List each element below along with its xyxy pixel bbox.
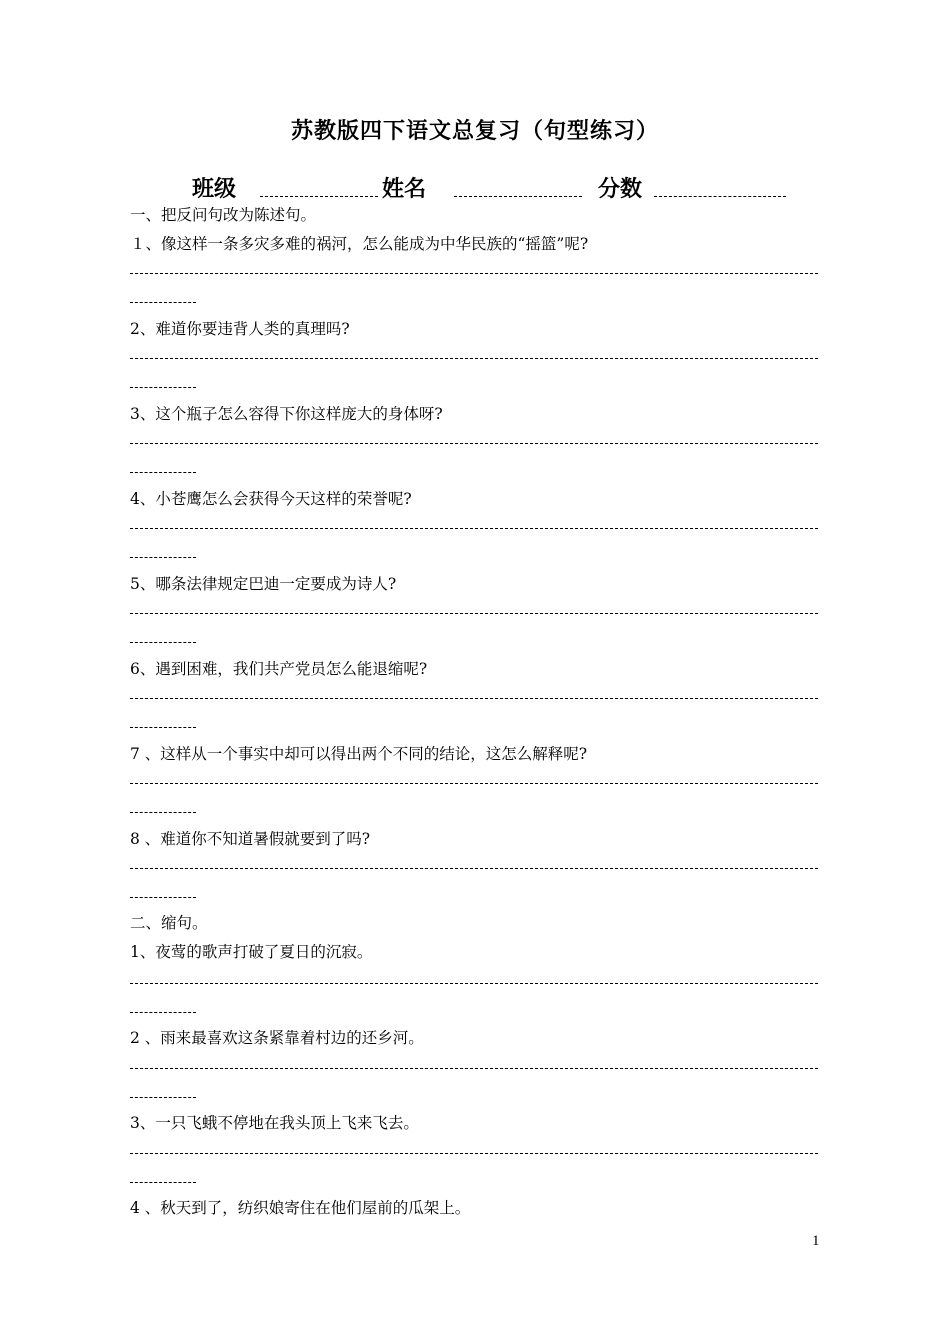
answer-line-continuation[interactable]: [130, 727, 196, 728]
question-text: 7 、这样从一个事实中却可以得出两个不同的结论，这怎么解释呢?: [130, 745, 588, 763]
answer-line[interactable]: [130, 1153, 818, 1154]
answer-line-continuation[interactable]: [130, 897, 196, 898]
class-label: 班级: [192, 176, 237, 202]
answer-line-continuation[interactable]: [130, 812, 196, 813]
question-text: 2 、雨来最喜欢这条紧靠着村边的还乡河。: [130, 1029, 424, 1047]
name-label: 姓名: [382, 176, 427, 202]
answer-line-continuation[interactable]: [130, 642, 196, 643]
question-text: 1、夜莺的歌声打破了夏日的沉寂。: [130, 943, 373, 961]
question-text: 6、遇到困难，我们共产党员怎么能退缩呢?: [130, 660, 428, 678]
question-text: 4 、秋天到了，纺织娘寄住在他们屋前的瓜架上。: [130, 1199, 471, 1217]
score-label: 分数: [598, 176, 643, 202]
section-1-heading: 一、把反问句改为陈述句。: [130, 206, 317, 224]
name-field: [382, 172, 426, 203]
class-blank[interactable]: [260, 176, 378, 197]
answer-line[interactable]: [130, 868, 818, 869]
page-title: 苏教版四下语文总复习（句型练习）: [290, 118, 659, 144]
answer-line-continuation[interactable]: [130, 1012, 196, 1013]
answer-line-continuation[interactable]: [130, 387, 196, 388]
question-text: 5、哪条法律规定巴迪一定要成为诗人?: [130, 575, 397, 593]
answer-line[interactable]: [130, 983, 818, 984]
answer-line[interactable]: [130, 528, 818, 529]
answer-line-continuation[interactable]: [130, 1182, 196, 1183]
answer-line[interactable]: [130, 358, 818, 359]
question-text: 4、小苍鹰怎么会获得今天这样的荣誉呢?: [130, 490, 412, 508]
answer-line[interactable]: [130, 273, 818, 274]
answer-line-continuation[interactable]: [130, 472, 196, 473]
answer-line-continuation[interactable]: [130, 557, 196, 558]
question-text: １、像这样一条多灾多难的祸河，怎么能成为中华民族的“摇篮”呢?: [130, 235, 589, 253]
score-field: [598, 172, 642, 203]
answer-line-continuation[interactable]: [130, 1097, 196, 1098]
answer-line[interactable]: [130, 613, 818, 614]
question-text: 2、难道你要违背人类的真理吗?: [130, 320, 350, 338]
class-field: [192, 172, 236, 203]
question-text: 8 、难道你不知道暑假就要到了吗?: [130, 830, 371, 848]
answer-line[interactable]: [130, 783, 818, 784]
answer-line-continuation[interactable]: [130, 302, 196, 303]
score-blank[interactable]: [654, 176, 786, 197]
question-text: 3、这个瓶子怎么容得下你这样庞大的身体呀?: [130, 405, 443, 423]
answer-line[interactable]: [130, 698, 818, 699]
question-text: 3、一只飞蛾不停地在我头顶上飞来飞去。: [130, 1114, 419, 1132]
answer-line[interactable]: [130, 1068, 818, 1069]
answer-line[interactable]: [130, 443, 818, 444]
page-number: 1: [812, 1233, 820, 1249]
section-2-heading: 二、缩句。: [130, 914, 208, 932]
name-blank[interactable]: [454, 176, 582, 197]
